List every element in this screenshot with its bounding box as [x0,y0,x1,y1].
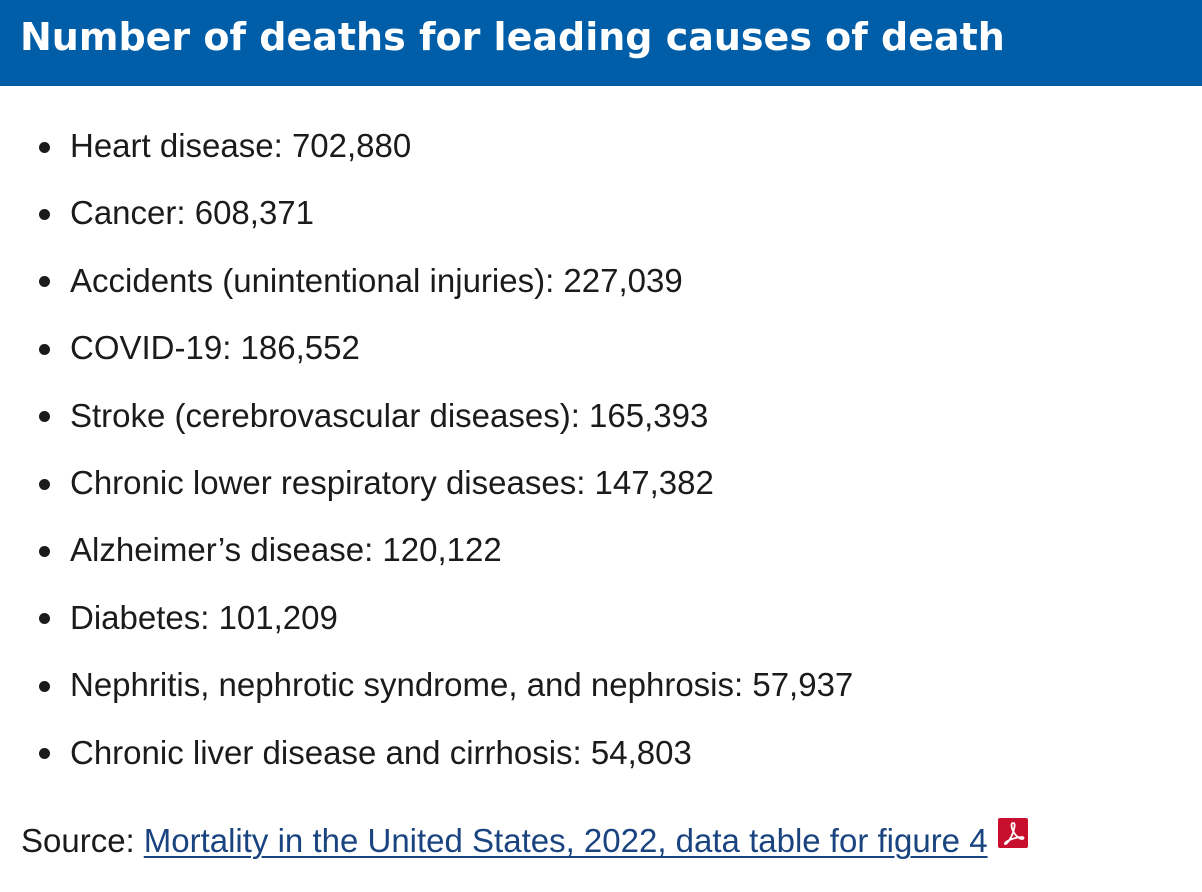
page-title: Number of deaths for leading causes of death [20,15,1005,59]
bullet-icon [39,276,50,287]
source-link[interactable]: Mortality in the United States, 2022, data table for figure 4 [143,822,988,859]
bullet-icon [39,546,50,557]
cause-text: Stroke (cerebrovascular diseases): 165,393 [70,396,709,434]
list-item [0,314,1202,381]
cause-text: Cancer: 608,371 [70,194,315,232]
cause-text: Nephritis, nephrotic syndrome, and nephrosis: 57,937 [70,666,854,704]
cause-text: Accidents (unintentional injuries): 227,039 [70,261,683,299]
cause-text: Diabetes: 101,209 [70,598,338,636]
bullet-icon [39,613,50,624]
cause-text: Chronic liver disease and cirrhosis: 54,803 [70,733,692,771]
list-item [0,516,1202,583]
cause-text: COVID-19: 186,552 [70,329,360,367]
bullet-icon [39,748,50,759]
list-item [0,651,1202,718]
pdf-icon-glyph [998,818,1028,848]
list-item [0,449,1202,516]
bullet-icon [39,411,50,422]
causes-list [0,112,1202,786]
list-item [0,382,1202,449]
list-item [0,247,1202,314]
pdf-icon[interactable] [998,818,1028,848]
list-item [0,719,1202,786]
source-label: Source: [21,822,135,859]
cause-text: Heart disease: 702,880 [70,127,412,164]
cause-text: Alzheimer’s disease: 120,122 [70,531,502,569]
bullet-icon [39,209,50,220]
source-line [21,822,1028,860]
content-area [0,86,1202,892]
list-item [0,179,1202,246]
bullet-icon [39,681,50,692]
list-item [0,584,1202,651]
cause-text: Chronic lower respiratory diseases: 147,382 [70,463,714,501]
bullet-icon [39,142,50,153]
list-item [0,112,1202,179]
bullet-icon [39,344,50,355]
bullet-icon [39,479,50,490]
page-header [0,0,1202,86]
